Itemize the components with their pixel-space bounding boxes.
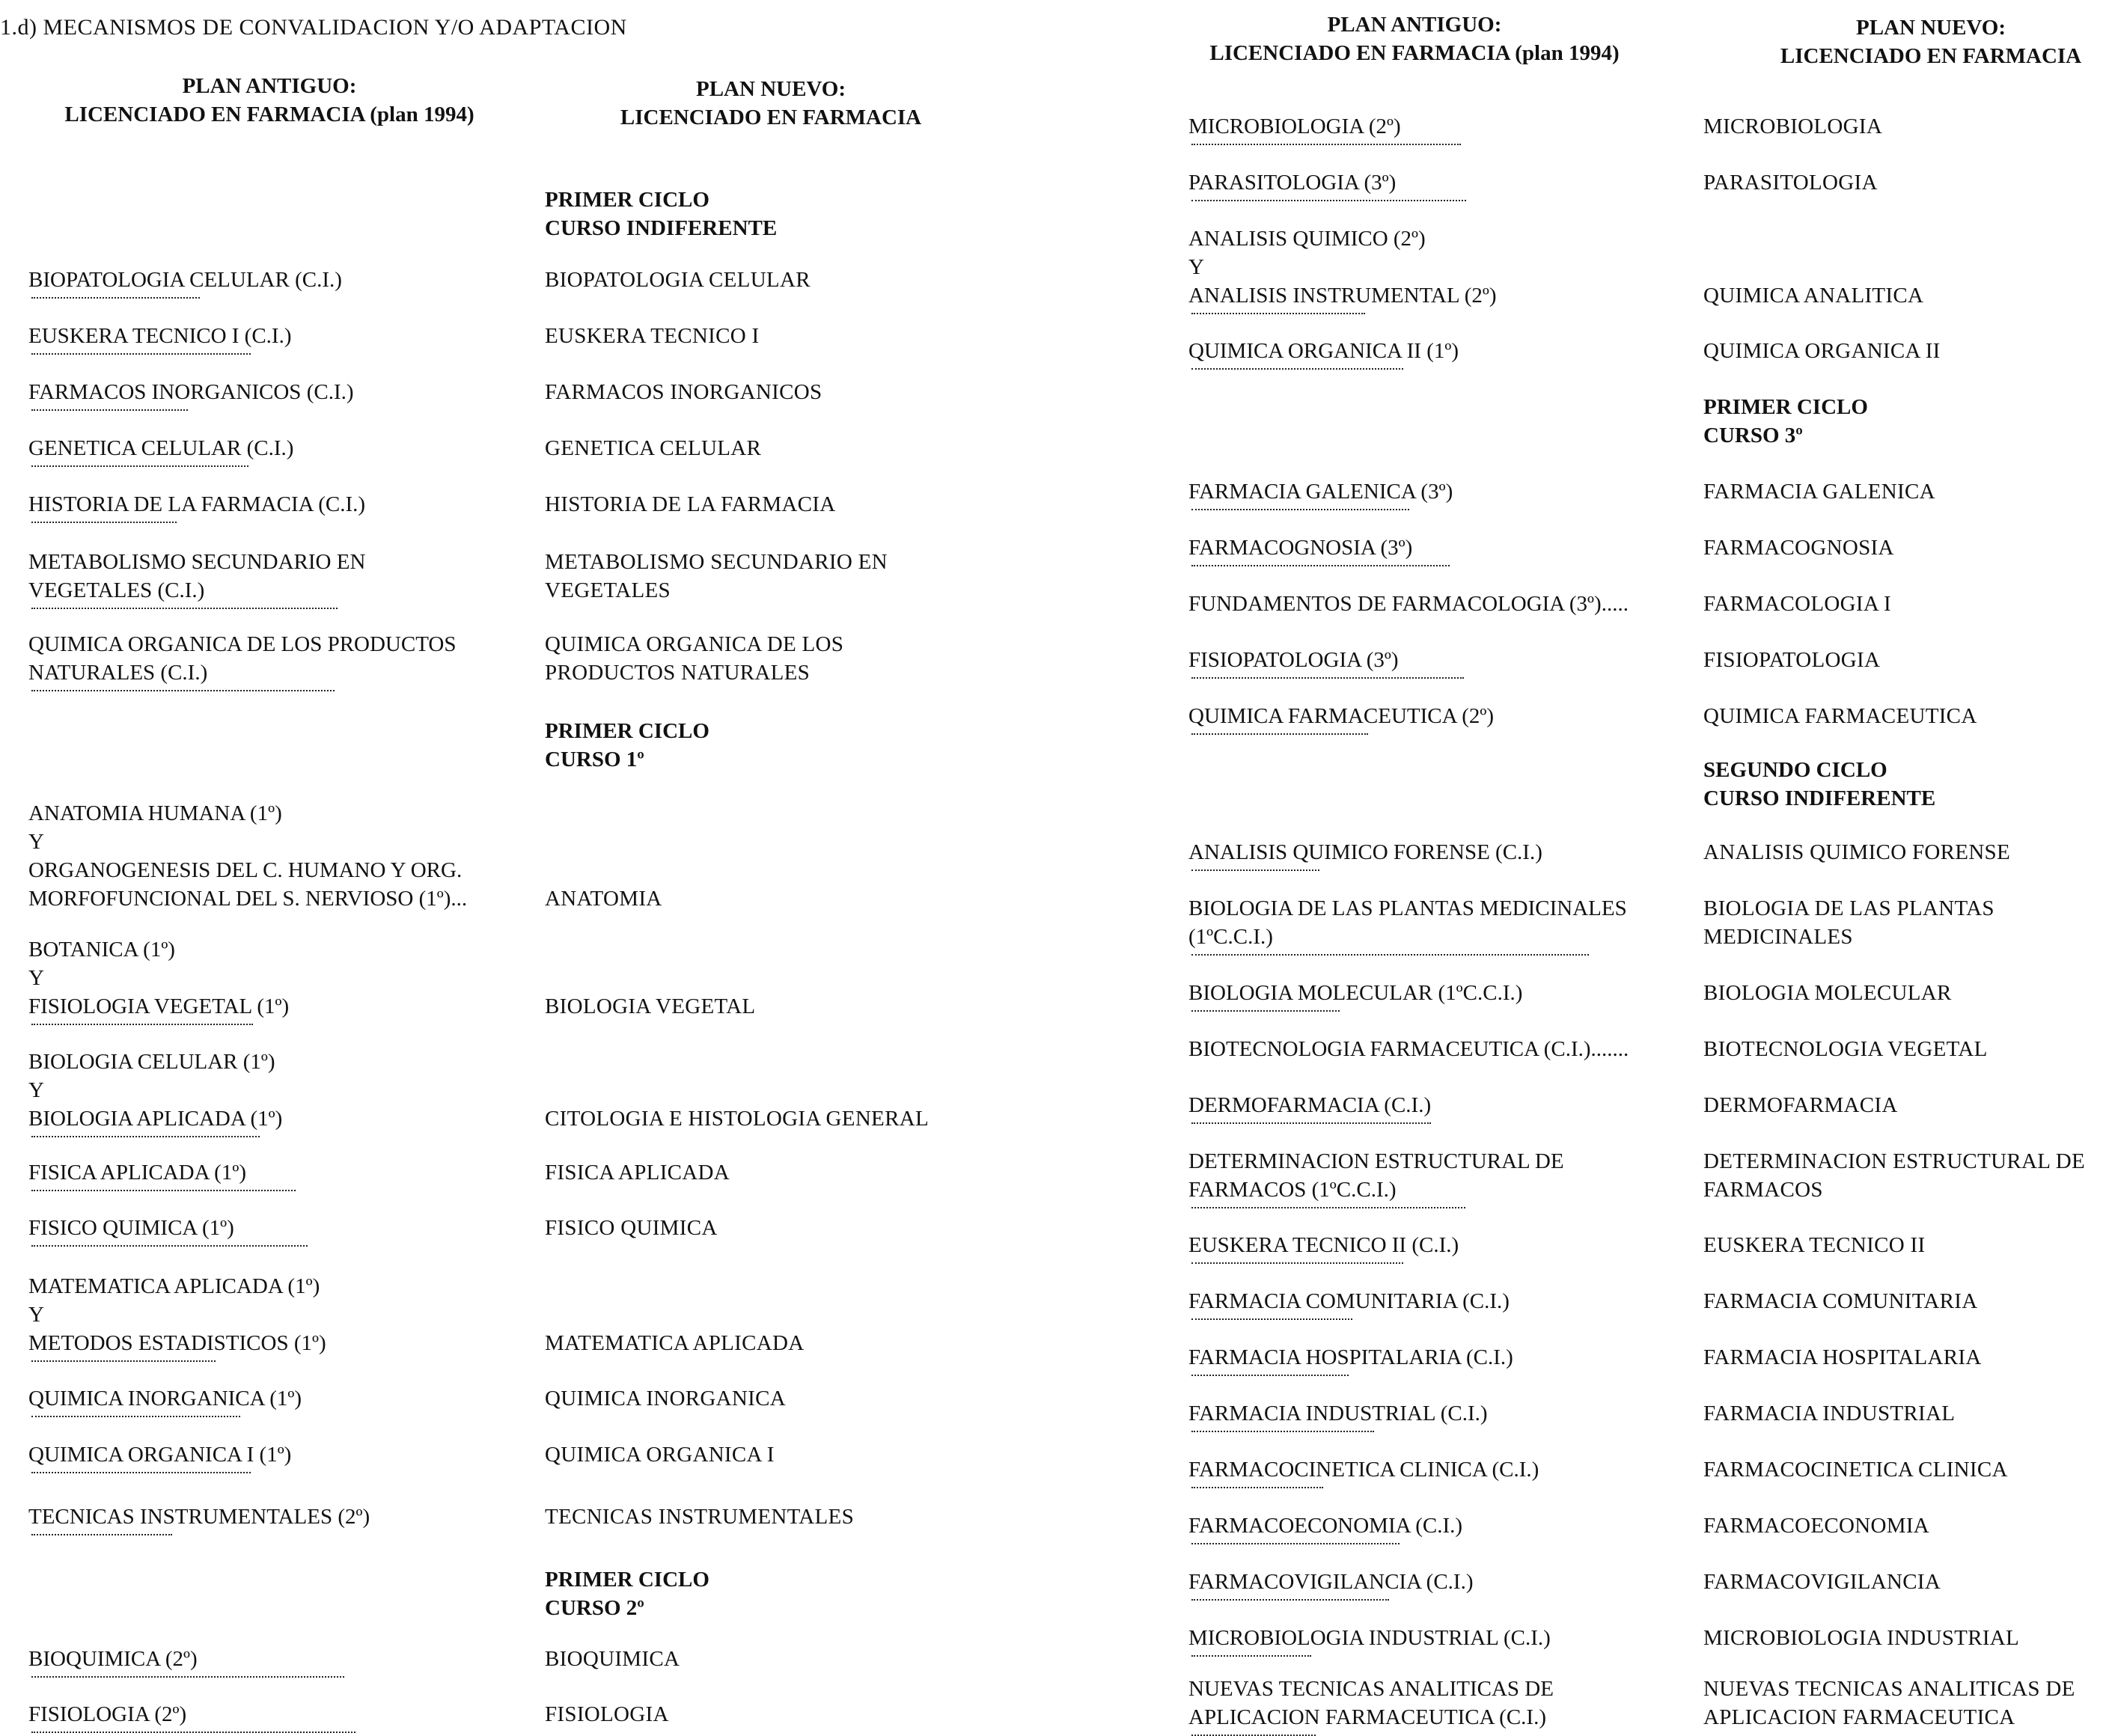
new-subject-line: MICROBIOLOGIA [1703, 114, 1883, 138]
dot-leader [31, 605, 338, 609]
old-subject [1188, 1455, 1675, 1488]
new-subject [1703, 590, 1891, 618]
new-subject [545, 1440, 775, 1469]
new-plan-header-line: PLAN NUEVO: [696, 77, 846, 101]
new-subject-line: BIOPATOLOGIA CELULAR [545, 268, 811, 292]
new-subject [545, 1645, 680, 1673]
new-subject-line: FARMACIA COMUNITARIA [1703, 1289, 1978, 1313]
new-subject-line: ANALISIS QUIMICO FORENSE [1703, 840, 2010, 864]
old-subject-line: Y [28, 1303, 44, 1327]
old-subject [1188, 112, 1675, 145]
new-subject [1703, 1455, 2008, 1484]
dot-leader [31, 1187, 296, 1191]
new-subject [1703, 1343, 1982, 1372]
section-heading-line: PRIMER CICLO [1703, 395, 1868, 419]
old-subject-line: EUSKERA TECNICO I (C.I.) [28, 322, 515, 355]
dot-leader [31, 1531, 172, 1535]
dot-leader [1191, 1204, 1465, 1208]
new-subject-line: FISICA APLICADA [545, 1161, 730, 1185]
old-subject-line: FISICO QUIMICA (1º) [28, 1214, 515, 1247]
dot-leader [1191, 1540, 1400, 1544]
new-subject [1703, 281, 1923, 310]
old-subject-line: FARMACOS INORGANICOS (C.I.) [28, 378, 515, 411]
new-subject [1703, 1624, 2019, 1652]
old-subject-line: BIOQUIMICA (2º) [28, 1645, 515, 1678]
new-subject-line: FARMACOLOGIA I [1703, 592, 1891, 616]
new-subject [1703, 979, 1952, 1007]
old-subject-line: BIOPATOLOGIA CELULAR (C.I.) [28, 266, 515, 299]
old-subject [28, 1440, 515, 1473]
old-subject-line: BIOLOGIA MOLECULAR (1ºC.C.I.) [1188, 979, 1675, 1012]
old-subject [1188, 1091, 1675, 1124]
new-subject-line: HISTORIA DE LA FARMACIA [545, 492, 836, 516]
new-subject [1703, 1512, 1929, 1540]
new-subject-line: CITOLOGIA E HISTOLOGIA GENERAL [545, 1107, 929, 1131]
right-column [1175, 0, 2109, 1729]
dot-leader [1191, 1484, 1323, 1488]
new-subject-line: QUIMICA ORGANICA DE LOS [545, 632, 844, 656]
new-subject-line: DERMOFARMACIA [1703, 1093, 1898, 1117]
dot-leader [1191, 1428, 1374, 1432]
dot-leader [1191, 1372, 1349, 1376]
new-subject [1703, 646, 1880, 674]
new-subject [1703, 1568, 1941, 1596]
section-heading-line: CURSO 2º [545, 1596, 644, 1620]
old-subject [1188, 838, 1675, 871]
old-subject-line: FISIOPATOLOGIA (3º) [1188, 646, 1675, 679]
new-subject [545, 1503, 854, 1531]
new-subject [1703, 337, 1941, 365]
old-subject-line: FISIOLOGIA (2º) [28, 1700, 515, 1733]
section-heading [545, 1565, 709, 1622]
old-subject-line: ANALISIS INSTRUMENTAL (2º) [1188, 281, 1675, 314]
old-subject [1188, 168, 1675, 201]
old-subject-line: BIOLOGIA CELULAR (1º) [28, 1050, 275, 1074]
dot-leader [1191, 365, 1403, 370]
old-subject-line: METODOS ESTADISTICOS (1º) [28, 1329, 515, 1362]
dot-leader [31, 1242, 308, 1247]
section-heading-line: CURSO 1º [545, 748, 644, 771]
new-subject [1703, 838, 2010, 867]
new-subject-line: FARMACOCINETICA CLINICA [1703, 1458, 2008, 1482]
section-heading [545, 717, 709, 774]
dot-leader [1191, 674, 1464, 679]
section-heading-line: CURSO INDIFERENTE [545, 216, 778, 240]
old-subject-line: FARMACOGNOSIA (3º) [1188, 534, 1675, 566]
old-subject [28, 630, 515, 691]
new-subject-line: METABOLISMO SECUNDARIO EN [545, 550, 888, 574]
dot-leader [31, 1021, 253, 1025]
old-subject-line: FARMACIA COMUNITARIA (C.I.) [1188, 1287, 1675, 1320]
old-subject-line: FISIOLOGIA VEGETAL (1º) [28, 992, 515, 1025]
dot-leader [1191, 1259, 1403, 1264]
new-subject [1703, 894, 1994, 951]
old-subject-line: HISTORIA DE LA FARMACIA (C.I.) [28, 490, 515, 523]
new-subject [1703, 1231, 1925, 1259]
dot-leader [1191, 1119, 1431, 1124]
old-subject-line: FARMACOVIGILANCIA (C.I.) [1188, 1568, 1675, 1601]
old-subject-line: PARASITOLOGIA (3º) [1188, 168, 1675, 201]
old-subject-line: APLICACION FARMACEUTICA (C.I.) [1188, 1703, 1675, 1736]
old-subject [1188, 1624, 1675, 1657]
old-subject-line: MORFOFUNCIONAL DEL S. NERVIOSO (1º)... [28, 887, 468, 911]
new-subject-line: FARMACOGNOSIA [1703, 536, 1894, 560]
new-subject-line: PRODUCTOS NATURALES [545, 661, 811, 685]
new-subject-line: FISICO QUIMICA [545, 1216, 718, 1240]
old-subject-line: EUSKERA TECNICO II (C.I.) [1188, 1231, 1675, 1264]
old-subject-line: QUIMICA FARMACEUTICA (2º) [1188, 702, 1675, 735]
new-subject [1703, 1035, 1988, 1063]
new-subject-line: FARMACIA INDUSTRIAL [1703, 1402, 1956, 1425]
section-heading-line: CURSO INDIFERENTE [1703, 786, 1936, 810]
old-subject-line: DERMOFARMACIA (C.I.) [1188, 1091, 1675, 1124]
old-subject [1188, 1231, 1675, 1264]
old-subject [28, 490, 515, 523]
old-subject-line: FUNDAMENTOS DE FARMACOLOGIA (3º)..... [1188, 592, 1629, 616]
old-subject [28, 1384, 515, 1417]
new-subject-line: BIOLOGIA DE LAS PLANTAS [1703, 896, 1994, 920]
new-subject-line: EUSKERA TECNICO I [545, 324, 760, 348]
new-subject [1703, 534, 1894, 562]
new-subject-line: QUIMICA ORGANICA I [545, 1443, 775, 1467]
new-subject [545, 884, 662, 913]
dot-leader [31, 1133, 260, 1137]
old-subject [28, 799, 515, 913]
old-subject-line: ANALISIS QUIMICO (2º) [1188, 227, 1426, 251]
dot-leader [1191, 1007, 1340, 1012]
old-subject-line: TECNICAS INSTRUMENTALES (2º) [28, 1503, 515, 1535]
new-subject [545, 322, 760, 350]
old-subject-line: BIOLOGIA APLICADA (1º) [28, 1104, 515, 1137]
old-subject [28, 935, 515, 1025]
section-heading [1703, 756, 1935, 813]
dot-leader [1191, 506, 1409, 510]
new-subject-line: BIOLOGIA VEGETAL [545, 994, 756, 1018]
new-subject [545, 434, 761, 462]
dot-leader [1191, 310, 1365, 314]
new-subject-line: FARMACOVIGILANCIA [1703, 1570, 1941, 1594]
new-subject [545, 1214, 718, 1242]
dot-leader [31, 406, 188, 411]
old-subject [28, 1645, 515, 1678]
old-subject-line: MATEMATICA APLICADA (1º) [28, 1274, 320, 1298]
old-subject [28, 378, 515, 411]
old-subject [28, 322, 515, 355]
old-subject-line: GENETICA CELULAR (C.I.) [28, 434, 515, 467]
old-subject-line: ANATOMIA HUMANA (1º) [28, 801, 282, 825]
old-subject [1188, 1035, 1675, 1063]
old-subject-line: DETERMINACION ESTRUCTURAL DE [1188, 1149, 1564, 1173]
old-subject [1188, 1147, 1675, 1208]
new-subject-line: TECNICAS INSTRUMENTALES [545, 1505, 854, 1529]
old-subject-line: FARMACOCINETICA CLINICA (C.I.) [1188, 1455, 1675, 1488]
new-subject-line: BIOLOGIA MOLECULAR [1703, 981, 1952, 1005]
new-plan-header-line: PLAN NUEVO: [1856, 16, 2006, 40]
old-subject [1188, 1343, 1675, 1376]
old-plan-header [1190, 10, 1639, 67]
dot-leader [31, 350, 251, 355]
old-subject-line: VEGETALES (C.I.) [28, 576, 515, 609]
old-subject-line: ORGANOGENESIS DEL C. HUMANO Y ORG. [28, 858, 463, 882]
old-subject [1188, 1287, 1675, 1320]
dot-leader [1191, 951, 1589, 956]
old-subject [28, 1158, 515, 1191]
new-subject-line: BIOQUIMICA [545, 1647, 680, 1671]
dot-leader [1191, 1732, 1316, 1736]
old-plan-header-line: PLAN ANTIGUO: [1327, 13, 1502, 37]
new-subject [545, 378, 822, 406]
old-subject-line: FARMACIA INDUSTRIAL (C.I.) [1188, 1399, 1675, 1432]
old-subject-line: QUIMICA INORGANICA (1º) [28, 1384, 515, 1417]
new-subject [1703, 112, 1882, 141]
old-subject-line: FARMACIA GALENICA (3º) [1188, 477, 1675, 510]
dot-leader [1191, 197, 1466, 201]
dot-leader [31, 519, 177, 523]
new-subject [545, 992, 755, 1021]
old-subject-line: Y [28, 1078, 44, 1102]
dot-leader [31, 294, 200, 299]
new-subject-line: ANATOMIA [545, 887, 662, 911]
old-subject-line: (1ºC.C.I.) [1188, 923, 1675, 956]
new-subject-line: PARASITOLOGIA [1703, 171, 1878, 195]
new-subject-line: FARMACIA GALENICA [1703, 480, 1935, 504]
dot-leader [1191, 1315, 1352, 1320]
new-subject [545, 490, 836, 519]
old-subject-line: QUIMICA ORGANICA II (1º) [1188, 337, 1675, 370]
old-subject [28, 1700, 515, 1733]
new-subject-line: FISIOPATOLOGIA [1703, 648, 1881, 672]
old-subject-line: QUIMICA ORGANICA I (1º) [28, 1440, 515, 1473]
new-subject [545, 548, 888, 605]
old-subject [28, 548, 515, 609]
new-subject [1703, 168, 1878, 197]
old-plan-header-line: LICENCIADO EN FARMACIA (plan 1994) [1209, 41, 1620, 65]
dot-leader [1191, 1652, 1311, 1657]
dot-leader [31, 1673, 344, 1678]
new-plan-header-line: LICENCIADO EN FARMACIA [1780, 44, 2082, 68]
old-subject-line: Y [28, 966, 44, 990]
new-subject-line: FARMACOS [1703, 1178, 1823, 1202]
old-subject [28, 1503, 515, 1535]
new-subject-line: FARMACOECONOMIA [1703, 1514, 1930, 1538]
old-plan-header-line: PLAN ANTIGUO: [182, 74, 357, 98]
old-plan-header-line: LICENCIADO EN FARMACIA (plan 1994) [64, 103, 474, 126]
new-subject-line: QUIMICA ANALITICA [1703, 284, 1924, 308]
dot-leader [1191, 141, 1461, 145]
new-subject-line: DETERMINACION ESTRUCTURAL DE [1703, 1149, 2085, 1173]
new-subject [545, 266, 811, 294]
old-subject-line: ANALISIS QUIMICO FORENSE (C.I.) [1188, 838, 1675, 871]
new-subject-line: QUIMICA ORGANICA II [1703, 339, 1941, 363]
new-subject-line: NUEVAS TECNICAS ANALITICAS DE [1703, 1677, 2075, 1701]
new-subject-line: MEDICINALES [1703, 925, 1853, 949]
old-subject-line: Y [28, 830, 44, 854]
old-subject-line: QUIMICA ORGANICA DE LOS PRODUCTOS [28, 632, 457, 656]
dot-leader [1191, 562, 1450, 566]
new-subject-line: MICROBIOLOGIA INDUSTRIAL [1703, 1626, 2020, 1650]
old-subject [28, 1272, 515, 1362]
new-plan-header [576, 75, 965, 132]
section-heading-line: CURSO 3º [1703, 424, 1803, 447]
old-plan-header [30, 72, 509, 129]
new-subject-line: QUIMICA FARMACEUTICA [1703, 704, 1977, 728]
old-subject-line: FARMACIA HOSPITALARIA (C.I.) [1188, 1343, 1675, 1376]
section-heading [1703, 393, 1868, 450]
section-heading [545, 186, 777, 242]
old-subject [28, 1214, 515, 1247]
old-subject-line: Y [1188, 255, 1204, 279]
old-subject [1188, 1512, 1675, 1544]
old-subject-line: METABOLISMO SECUNDARIO EN [28, 550, 366, 574]
new-subject [545, 1158, 730, 1187]
old-subject-line: NUEVAS TECNICAS ANALITICAS DE [1188, 1677, 1554, 1701]
old-subject [1188, 646, 1675, 679]
dot-leader [31, 1357, 216, 1362]
old-subject-line: FISICA APLICADA (1º) [28, 1158, 515, 1191]
old-subject [28, 266, 515, 299]
new-subject [1703, 1675, 2075, 1732]
old-subject [28, 1048, 515, 1137]
old-subject [1188, 534, 1675, 566]
new-subject [1703, 702, 1977, 730]
old-subject [1188, 894, 1675, 956]
dot-leader [31, 1413, 240, 1417]
new-subject [1703, 1287, 1977, 1315]
old-subject [1188, 477, 1675, 510]
old-subject [28, 434, 515, 467]
old-subject [1188, 337, 1675, 370]
section-heading-line: PRIMER CICLO [545, 1568, 709, 1592]
dot-leader [1191, 730, 1368, 735]
new-plan-header [1759, 13, 2103, 70]
old-subject-line: FARMACOS (1ºC.C.I.) [1188, 1176, 1675, 1208]
old-subject [1188, 1675, 1675, 1736]
old-subject [1188, 1568, 1675, 1601]
old-subject [1188, 1399, 1675, 1432]
section-heading-line: SEGUNDO CICLO [1703, 758, 1887, 782]
old-subject-line: MICROBIOLOGIA (2º) [1188, 112, 1675, 145]
new-subject [545, 1329, 804, 1357]
new-subject [545, 1104, 929, 1133]
dot-leader [1191, 1596, 1389, 1601]
old-subject [1188, 702, 1675, 735]
old-subject [1188, 590, 1675, 618]
dot-leader [31, 1729, 355, 1733]
new-subject [545, 1700, 669, 1729]
new-subject-line: MATEMATICA APLICADA [545, 1331, 805, 1355]
dot-leader [1191, 867, 1319, 871]
new-subject [1703, 477, 1935, 506]
new-subject-line: APLICACION FARMACEUTICA [1703, 1705, 2015, 1729]
old-subject-line: BOTANICA (1º) [28, 938, 175, 962]
new-subject [545, 630, 843, 687]
new-subject [1703, 1091, 1898, 1119]
old-subject-line: NATURALES (C.I.) [28, 658, 515, 691]
new-subject [1703, 1399, 1955, 1428]
new-plan-header-line: LICENCIADO EN FARMACIA [620, 106, 922, 129]
new-subject-line: VEGETALES [545, 578, 671, 602]
section-heading-line: PRIMER CICLO [545, 188, 709, 212]
new-subject-line: QUIMICA INORGANICA [545, 1387, 786, 1410]
old-subject-line: FARMACOECONOMIA (C.I.) [1188, 1512, 1675, 1544]
dot-leader [31, 687, 335, 691]
new-subject [1703, 1147, 2085, 1204]
new-subject [545, 1384, 786, 1413]
new-subject-line: FARMACIA HOSPITALARIA [1703, 1345, 1982, 1369]
new-subject-line: GENETICA CELULAR [545, 436, 762, 460]
old-subject-line: BIOTECNOLOGIA FARMACEUTICA (C.I.)....... [1188, 1037, 1629, 1061]
dot-leader [31, 462, 248, 467]
old-subject-line: MICROBIOLOGIA INDUSTRIAL (C.I.) [1188, 1624, 1675, 1657]
old-subject [1188, 224, 1675, 314]
old-subject-line: BIOLOGIA DE LAS PLANTAS MEDICINALES [1188, 896, 1627, 920]
new-subject-line: FISIOLOGIA [545, 1702, 669, 1726]
dot-leader [31, 1469, 251, 1473]
new-subject-line: EUSKERA TECNICO II [1703, 1233, 1926, 1257]
old-subject [1188, 979, 1675, 1012]
new-subject-line: FARMACOS INORGANICOS [545, 380, 822, 404]
new-subject-line: BIOTECNOLOGIA VEGETAL [1703, 1037, 1988, 1061]
section-heading-line: PRIMER CICLO [545, 719, 709, 743]
page-title: 1.d) MECANISMOS DE CONVALIDACION Y/O ADAPTACION [0, 15, 627, 40]
